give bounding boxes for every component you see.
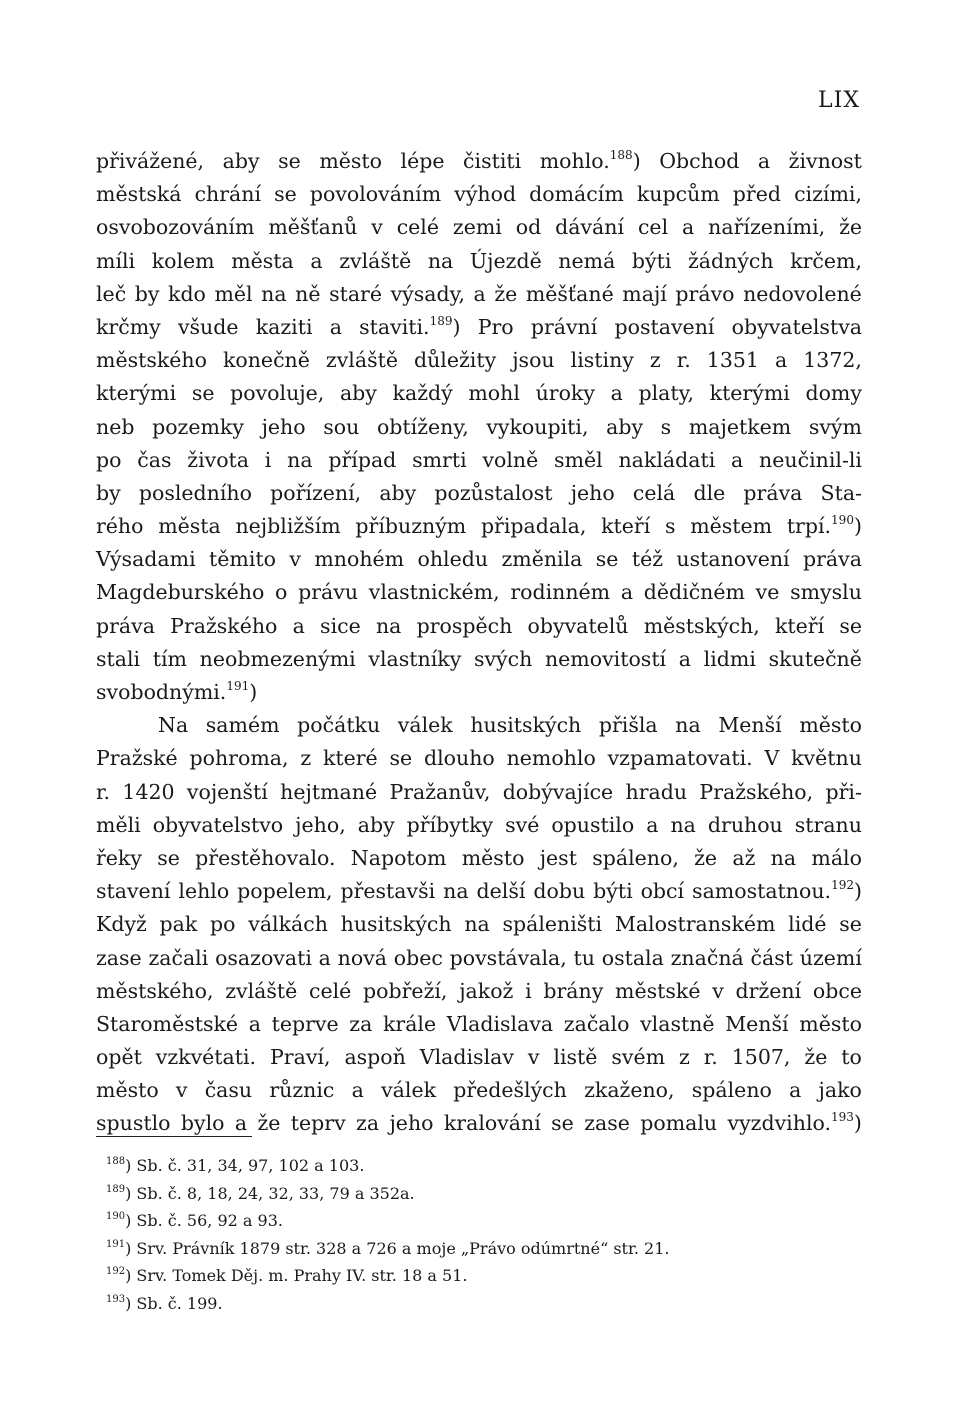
footnote-ref: 191 xyxy=(226,679,250,693)
text-line: Pražské pohroma, z které se dlouho nemohlo vzpamatovati. V květnu xyxy=(96,746,862,771)
footnote xyxy=(106,1290,846,1318)
footnote-ref: 188 xyxy=(609,148,633,162)
footnote-ref: 192 xyxy=(831,878,854,893)
footnote-number: 189 xyxy=(106,1183,126,1195)
text-line: neb pozemky jeho sou obtíženy, vykoupiti, aby s majetkem svým xyxy=(96,414,862,439)
footnote-text: ) Sb. č. 8, 18, 24, 32, 33, 79 a 352a. xyxy=(125,1183,415,1203)
text-line: Na samém počátku válek husitských přišla na Menší město xyxy=(158,713,862,738)
text-line: městská chrání se povolováním výhod domácím kupcům před cizími, xyxy=(96,182,862,207)
text-line: leč by kdo měl na ně staré výsady, a že měšťané mají právo nedovolené xyxy=(96,281,862,306)
footnote-text: ) Sb. č. 199. xyxy=(125,1293,223,1313)
footnote-text: ) Sb. č. 56, 92 a 93. xyxy=(125,1211,283,1230)
text-line: spustlo bylo a že teprv za jeho kralování se zase pomalu vyzdvihlo.$^{193}$) xyxy=(96,1110,862,1136)
text-line: svobodnými.$^{191}$) xyxy=(96,679,258,704)
text-line: Výsadami těmito v mnohém ohledu změnila se též ustanovení práva xyxy=(96,547,862,572)
text-line: osvobozováním měšťanů v celé zemi od dávání cel a nařízeními, že xyxy=(96,215,862,240)
text-line: kterými se povoluje, aby každý mohl úroky a platy, kterými domy xyxy=(96,381,862,406)
text-line: po čas života i na případ smrti volně směl nakládati a neučinil-li xyxy=(96,447,862,472)
text-line: Když pak po válkách husitských na spáleništi Malostranském lidé se xyxy=(96,912,862,937)
footnote-ref: 193 xyxy=(831,1110,854,1125)
footnote-number: 193 xyxy=(106,1293,126,1305)
text-line: stali tím neobmezenými vlastníky svých nemovitostí a lidmi skutečně xyxy=(96,646,862,671)
footnote-number: 191 xyxy=(106,1238,126,1250)
text-line: míli kolem města a zvláště na Újezdě nemá býti žádných krčem, xyxy=(96,248,862,273)
footnotes xyxy=(106,1152,846,1317)
page-number: LIX xyxy=(818,88,860,113)
text-line: r. 1420 vojenští hejtmané Pražanův, dobývajíce hradu Pražského, při- xyxy=(96,779,862,804)
footnote-number: 188 xyxy=(106,1156,126,1167)
text-line: město v času různic a válek předešlých zkaženo, spáleno a jako xyxy=(96,1078,862,1103)
text-line: řeky se přestěhovalo. Napotom město jest spáleno, že až na málo xyxy=(96,845,862,870)
footnote-ref: 190 xyxy=(831,513,854,528)
text-line: zase začali osazovati a nová obec povstávala, tu ostala značná část území xyxy=(96,945,862,970)
text-line: Magdeburského o právu vlastnickém, rodinném a dědičném ve smyslu xyxy=(96,580,862,605)
text-line: Staroměstské a teprve za krále Vladislava začalo vlastně Menší město xyxy=(96,1011,862,1036)
text-line: práva Pražského a sice na prospěch obyvatelů městských, kteří se xyxy=(96,613,862,638)
text-line: měli obyvatelstvo jeho, aby příbytky své opustilo a na druhou stranu xyxy=(96,812,862,837)
footnote-text: ) Srv. Právník 1879 str. 328 a 726 a moje „Právo odúmrtné“ str. 21. xyxy=(125,1238,670,1258)
text-line: přivážené, aby se město lépe čistiti mohlo.$^{188}$) Obchod a živnost xyxy=(96,148,862,173)
text-line: stavení lehlo popelem, přestavši na delší dobu býti obcí samostatnou.$^{192}$) xyxy=(96,878,862,904)
text-line: městského, zvláště celé pobřeží, jakož i brány městské v držení obce xyxy=(96,978,862,1003)
body-text xyxy=(96,145,862,1141)
footnote-separator xyxy=(96,1136,252,1137)
footnote xyxy=(106,1152,846,1180)
footnote-number: 190 xyxy=(106,1211,126,1222)
footnote xyxy=(106,1207,846,1235)
footnote-text: ) Srv. Tomek Děj. m. Prahy IV. str. 18 a 51. xyxy=(125,1266,468,1285)
footnote-number: 192 xyxy=(106,1266,126,1277)
text-line: krčmy všude kaziti a staviti.$^{189}$) Pro právní postavení obyvatelstva xyxy=(96,313,862,339)
text-line: opět vzkvétati. Praví, aspoň Vladislav v listě svém z r. 1507, že to xyxy=(96,1045,862,1070)
footnote-ref: 189 xyxy=(429,313,453,328)
footnote-text: ) Sb. č. 31, 34, 97, 102 a 103. xyxy=(125,1156,365,1175)
text-line: rého města nejbližším příbuzným připadala, kteří s městem trpí.$^{190}$) xyxy=(96,513,862,539)
footnote xyxy=(106,1180,846,1208)
footnote xyxy=(106,1262,846,1290)
text-line: by posledního pořízení, aby pozůstalost jeho celá dle práva Sta- xyxy=(96,480,862,505)
footnote xyxy=(106,1235,846,1263)
text-line: městského konečně zvláště důležity jsou listiny z r. 1351 a 1372, xyxy=(96,348,862,373)
